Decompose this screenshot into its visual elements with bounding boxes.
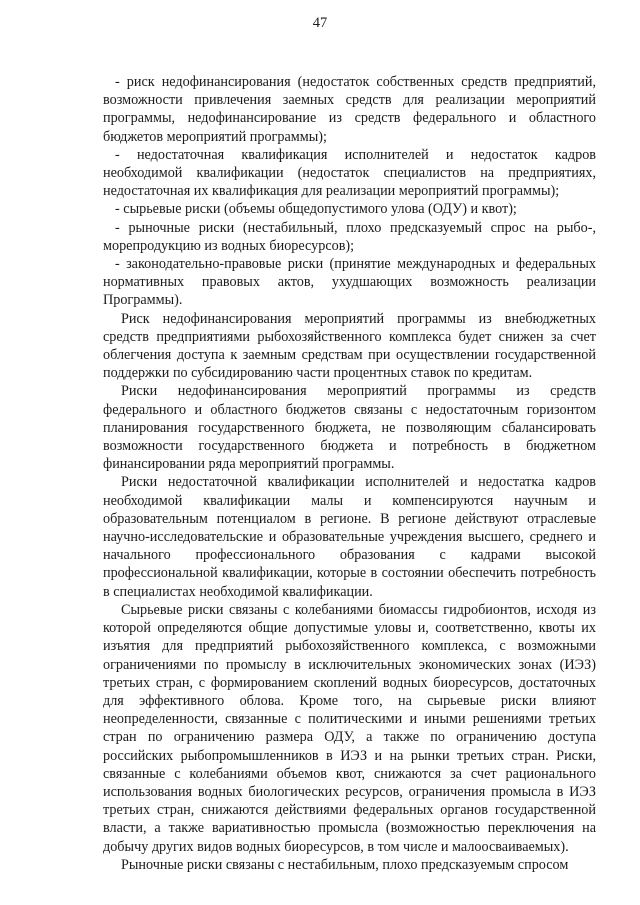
list-item-financing-risk: - риск недофинансирования (недостаток собственных средств предприятий, возможности привлечения заемных средств для реализации мероприятий программы, недофинансирование из средств федерального и областного бюджетов мероприятий программы); (103, 74, 596, 145)
list-item-resource-risk: - сырьевые риски (объемы общедопустимого улова (ОДУ) и квот); (115, 201, 517, 218)
paragraph-qualification-risk: Риски недостаточной квалификации исполнителей и недостатка кадров необходимой квалификации малы и компенсируются научным и образовательным потенциалом в регионе. В регионе действуют отраслевые научно-исследовательские и образовательные учреждения высшего, среднего и начального профессионального образования с кадрами высокой профессиональной квалификации, которые в состоянии обеспечить потребность в специалистах необходимой квалификации. (103, 474, 596, 600)
page-number: 47 (312, 15, 328, 31)
list-item-legal-risk: - законодательно-правовые риски (принятие международных и федеральных нормативных правовых актов, ухудшающих возможность реализации Программы). (103, 256, 596, 309)
paragraph-budget-risk: Риски недофинансирования мероприятий программы из средств федерального и областного бюджетов связаны с недостаточным горизонтом планирования государственного бюджета, не позволяющим сбалансировать возможности государственного бюджета и потребность в бюджетном финансировании ряда мероприятий программы. (103, 383, 596, 473)
list-item-market-risk: - рыночные риски (нестабильный, плохо предсказуемый спрос на рыбо-, морепродукцию из водных биоресурсов); (103, 219, 596, 254)
paragraph-market-risk: Рыночные риски связаны с нестабильным, плохо предсказуемым спросом (121, 856, 569, 873)
paragraph-extrabudgetary-risk: Риск недофинансирования мероприятий программы из внебюджетных средств предприятиями рыбохозяйственного комплекса будет снижен за счет облегчения доступа к заемным средствам при осуществлении государственной поддержки по субсидированию части процентных ставок по кредитам. (103, 310, 596, 382)
paragraph-resource-risk: Сырьевые риски связаны с колебаниями биомассы гидробионтов, исходя из которой определяются общие допустимые уловы и, соответственно, квоты их изъятия для предприятий рыбохозяйственного комплекса, с возможными ограничениями по промыслу в исключительных экономических зонах (ИЭЗ) третьих стран, с формированием скоплений водных биоресурсов, достаточных для эффективного облова. Кроме того, на сырьевые риски влияют неопределенности, связанные с политическими и иными решениями третьих стран по ограничению размера ОДУ, а также по ограничению доступа российских рыбопромышленников в ИЭЗ и на рынки третьих стран. Риски, связанные с колебаниями объемов квот, снижаются за счет рационального использования водных биологических ресурсов, ограничения промысла в ИЭЗ третьих стран, снижаются действиями федеральных органов государственной власти, а также вариативностью промысла (возможностью переключения на добычу других видов водных биоресурсов, в том числе и малоосваиваемых). (103, 601, 596, 855)
document-body (103, 73, 596, 874)
list-item-qualification-risk: - недостаточная квалификация исполнителей и недостаток кадров необходимой квалификации (недостаток специалистов на предприятиях, недостаточная их квалификация для реализации мероприятий программы); (103, 146, 596, 200)
